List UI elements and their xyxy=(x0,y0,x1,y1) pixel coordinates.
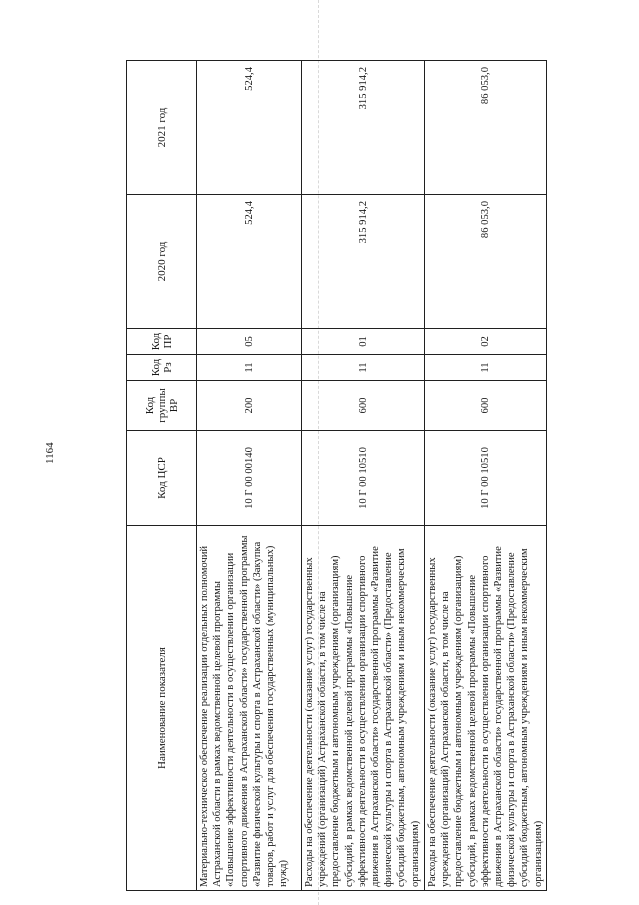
header-csr-code: Код ЦСР xyxy=(127,431,197,526)
budget-table-rotated xyxy=(126,61,544,891)
row-pr-code: 02 xyxy=(425,329,547,355)
row-value-2020: 524,4 xyxy=(197,195,302,329)
row-vr-code: 600 xyxy=(302,381,425,431)
row-value-2021: 524,4 xyxy=(197,61,302,195)
table-row xyxy=(302,61,425,891)
header-year-2020: 2020 год xyxy=(127,195,197,329)
row-pr-code: 01 xyxy=(302,329,425,355)
header-pr-code: Код ПР xyxy=(127,329,197,355)
row-rz-code: 11 xyxy=(425,355,547,381)
row-csr-code: 10 Г 00 00140 xyxy=(197,431,302,526)
row-csr-code: 10 Г 00 10510 xyxy=(302,431,425,526)
table-header-row xyxy=(127,61,197,891)
row-value-2021: 315 914,2 xyxy=(302,61,425,195)
budget-table xyxy=(126,60,547,891)
row-csr-code: 10 Г 00 10510 xyxy=(425,431,547,526)
row-value-2021: 86 053,0 xyxy=(425,61,547,195)
table-row xyxy=(425,61,547,891)
header-vr-code: Код группы ВР xyxy=(127,381,197,431)
header-rz-code: Код Рз xyxy=(127,355,197,381)
row-indicator-name: Материально-техническое обеспечение реализации отдельных полномочий Астраханской области в рамках ведомственной целевой программы «Повышение эффективности деятельности в осуществлении организации спортивного движения в Астраханской области» государственной программы «Развитие физической культуры и спорта в Астраханской области» (Закупка товаров, работ и услуг для обеспечения государственных (муниципальных) нужд) xyxy=(197,526,302,891)
row-indicator-name: Расходы на обеспечение деятельности (оказание услуг) государственных учреждений (организаций) Астраханской области, в том числе на предоставление бюджетным и автономным учреждениям (организациям) субсидий, в рамках ведомственной целевой программы «Повышение эффективности деятельности в осуществлении организации спортивного движения в Астраханской области» государственной программы «Развитие физической культуры и спорта в Астраханской области» (Предоставление субсидий бюджетным, автономным учреждениям и иным некоммерческим организациям) xyxy=(302,526,425,891)
header-indicator-name: Наименование показателя xyxy=(127,526,197,891)
row-rz-code: 11 xyxy=(197,355,302,381)
page-number: 1164 xyxy=(44,442,56,464)
row-pr-code: 05 xyxy=(197,329,302,355)
row-vr-code: 600 xyxy=(425,381,547,431)
row-value-2020: 315 914,2 xyxy=(302,195,425,329)
row-indicator-name: Расходы на обеспечение деятельности (оказание услуг) государственных учреждений (организаций) Астраханской области, в том числе на предоставление бюджетным и автономным учреждениям (организациям) субсидий, в рамках ведомственной целевой программы «Повышение эффективности деятельности в осуществлении организации спортивного движения в Астраханской области» государственной программы «Развитие физической культуры и спорта в Астраханской области» (Предоставление субсидий бюджетным, автономным учреждениям и иным некоммерческим организациям) xyxy=(425,526,547,891)
header-year-2021: 2021 год xyxy=(127,61,197,195)
row-rz-code: 11 xyxy=(302,355,425,381)
row-vr-code: 200 xyxy=(197,381,302,431)
row-value-2020: 86 053,0 xyxy=(425,195,547,329)
table-row xyxy=(197,61,302,891)
